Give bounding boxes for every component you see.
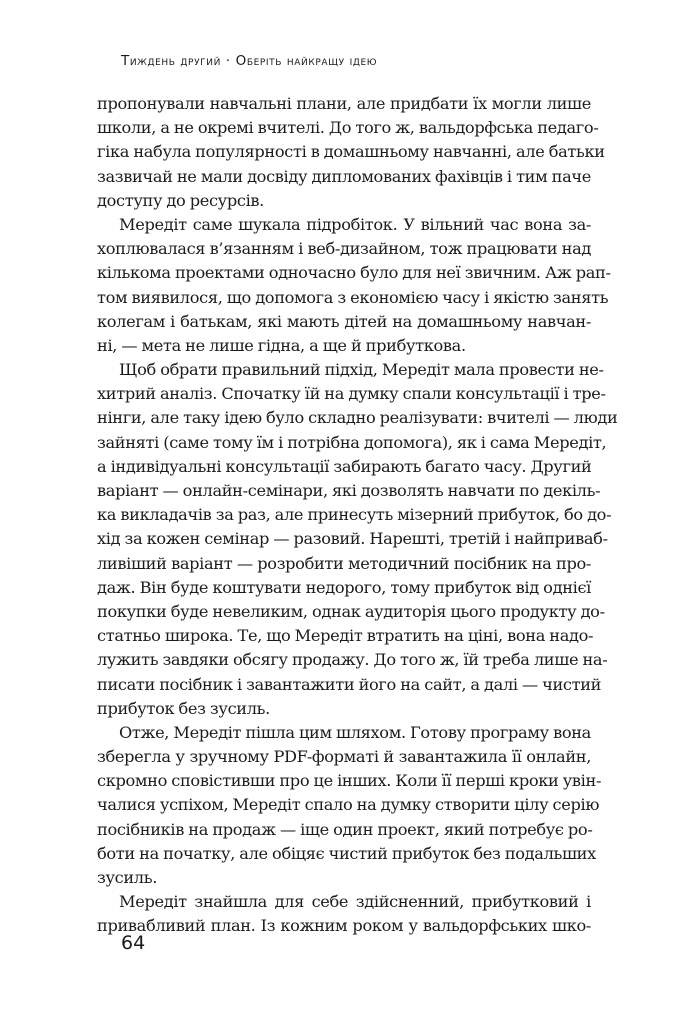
- text-line: пропонували навчальні плани, але придбати їх могли лише: [97, 94, 591, 113]
- text-line: лужить завдяки обсягу продажу. До того ж, їй треба лише на-: [97, 650, 608, 670]
- text-line: статньо широка. Те, що Мередіт втратить на ціні, вона надо-: [97, 626, 594, 646]
- text-line: ні, — мета не лише гідна, а ще й прибуткова.: [97, 335, 466, 355]
- text-line: зусиль.: [97, 868, 157, 887]
- text-line: писати посібник і завантажити його на сайт, а далі — чистий: [97, 674, 602, 694]
- paragraph: [97, 890, 591, 938]
- paragraph: [97, 358, 618, 721]
- text-line: Щоб обрати правильний підхід, Мередіт мала провести не-: [119, 360, 604, 380]
- text-line: даж. Він буде коштувати недорого, тому прибуток від однієї: [97, 577, 591, 597]
- text-line: привабливий план. Із кожним роком у вальдорфських шко-: [97, 916, 591, 936]
- paragraph: [97, 92, 605, 213]
- text-line: хід за кожен семінар — разовий. Нарешті, третій і найприваб-: [97, 529, 608, 549]
- text-line: хитрий аналіз. Спочатку їй на думку спали консультації і тре-: [97, 384, 606, 404]
- text-line: Мередіт саме шукала підробіток. У вільний час вона за-: [119, 214, 591, 234]
- text-line: чалися успіхом, Мередіт спало на думку створити цілу серію: [97, 795, 600, 815]
- text-line: Отже, Мередіт пішла цим шляхом. Готову програму вона: [119, 722, 591, 742]
- page-number: 64: [121, 932, 146, 954]
- text-line: доступу до ресурсів.: [97, 190, 264, 210]
- running-header: Тиждень другий · Оберіть найкращу ідею: [121, 53, 378, 69]
- text-line: варіант — онлайн-семінари, які дозволять навчати по декіль-: [97, 481, 601, 500]
- text-line: ка викладачів за раз, але принесуть мізерний прибуток, бо до-: [97, 505, 612, 525]
- text-line: скромно сповістивши про це інших. Коли її перші кроки увін-: [97, 771, 602, 791]
- text-line: а індивідуальні консультації забирають багато часу. Другий: [97, 456, 592, 476]
- text-line: покупки буде невеликим, однак аудиторія цього продукту до-: [97, 601, 605, 621]
- text-line: зберегла у зручному PDF-форматі й завантажила її онлайн,: [97, 747, 591, 767]
- text-line: боти на початку, але обіцяє чистий прибуток без подальших: [97, 843, 596, 863]
- text-line: том виявилося, що допомога з економією часу і якістю занять: [97, 287, 609, 307]
- text-line: Мередіт знайшла для себе здійсненний, прибутковий і: [119, 892, 591, 912]
- text-line: гіка набула популярності в домашньому навчанні, але батьки: [97, 142, 605, 162]
- paragraph: [97, 721, 602, 890]
- text-line: колегам і батькам, які мають дітей на домашньому навчан-: [97, 311, 591, 331]
- text-line: прибуток без зусиль.: [97, 698, 270, 718]
- body-text: [97, 92, 618, 939]
- text-line: кількома проектами одночасно було для неї звичним. Аж рап-: [97, 263, 611, 283]
- text-line: зайняті (саме тому їм і потрібна допомога), як і сама Мередіт,: [97, 432, 607, 452]
- text-line: ливіший варіант — розробити методичний посібник на про-: [97, 553, 591, 573]
- text-line: посібників на продаж — іще один проект, який потребує ро-: [97, 819, 593, 839]
- text-line: хоплювалася в’язанням і веб-дизайном, тож працювати над: [97, 239, 591, 259]
- text-line: нінги, але таку ідею було складно реалізувати: вчителі — люди: [97, 408, 618, 428]
- text-line: зазвичай не мали досвіду дипломованих фахівців і тим паче: [97, 166, 591, 186]
- paragraph: [97, 213, 611, 358]
- text-line: школи, а не окремі вчителі. До того ж, вальдорфська педаго-: [97, 118, 599, 138]
